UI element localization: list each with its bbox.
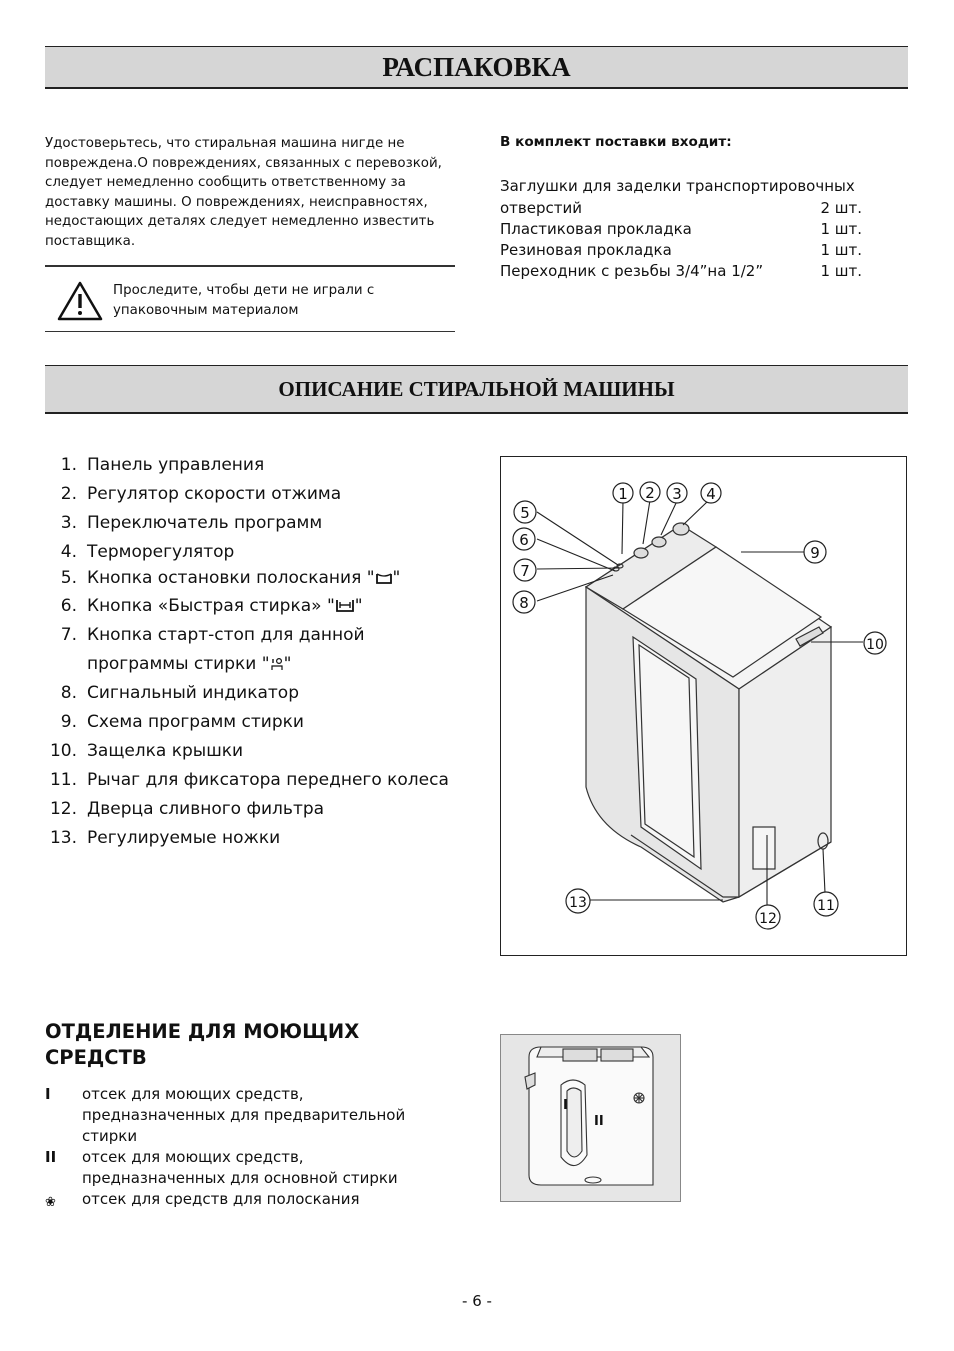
callout-12: 12 xyxy=(759,911,777,927)
washing-machine-illustration xyxy=(501,457,906,955)
list-item xyxy=(45,712,304,732)
list-item xyxy=(45,770,449,790)
item-number: 11. xyxy=(49,770,77,790)
intro-line: недостающих деталях следует немедленно известить xyxy=(45,214,435,229)
section-title-unpacking: РАСПАКОВКА xyxy=(45,46,908,89)
list-item xyxy=(45,455,264,475)
kit-item-qty: 2 шт. xyxy=(820,199,862,217)
item-number: 8. xyxy=(60,683,77,703)
item-number: 10. xyxy=(49,741,77,761)
list-item xyxy=(45,625,365,645)
intro-line: повреждена.О повреждениях, связанных с перевозкой, xyxy=(45,155,442,171)
item-text: Сигнальный индикатор xyxy=(87,683,300,703)
warning-box xyxy=(45,265,455,332)
detergent-title-line: ОТДЕЛЕНИЕ ДЛЯ МОЮЩИХ xyxy=(45,1020,360,1043)
kit-item xyxy=(500,261,862,282)
kit-item-name: Пластиковая прокладка xyxy=(500,220,692,238)
kit-item xyxy=(500,219,862,240)
item-number: 6. xyxy=(60,596,77,616)
compartment-mark: II xyxy=(45,1148,57,1166)
item-text: программы стирки " xyxy=(87,654,270,674)
item-number: 12. xyxy=(49,799,77,819)
kit-title: В комплект поставки входит: xyxy=(500,134,732,150)
compartment-label-i: I xyxy=(563,1098,568,1113)
callout-1: 1 xyxy=(618,485,628,503)
intro-line: поставщика. xyxy=(45,233,136,249)
detergent-title-line: СРЕДСТВ xyxy=(45,1046,147,1069)
kit-intro: Заглушки для заделки транспортировочных xyxy=(500,177,855,195)
compartment-line: предназначенных для предварительной xyxy=(82,1106,406,1124)
item-number: 7. xyxy=(60,625,77,645)
kit-item-name: отверстий xyxy=(500,199,582,217)
callout-13: 13 xyxy=(569,895,587,911)
item-text: Защелка крышки xyxy=(87,741,244,761)
item-text-end: " xyxy=(283,654,292,674)
kit-item-name: Резиновая прокладка xyxy=(500,241,672,259)
item-text: Панель управления xyxy=(87,455,265,475)
list-item xyxy=(45,683,299,703)
callout-7: 7 xyxy=(520,562,530,580)
callout-9: 9 xyxy=(810,544,820,562)
compartment-mark: I xyxy=(45,1085,51,1103)
unpacking-intro xyxy=(45,134,454,251)
kit-item xyxy=(500,198,862,219)
intro-line: доставку машины. О повреждениях, неисправностях, xyxy=(45,194,428,210)
item-text: Терморегулятор xyxy=(87,542,235,562)
flower-icon: ❀ xyxy=(45,1195,56,1210)
intro-line: Удостоверьтесь, что стиральная машина нигде не xyxy=(45,136,405,151)
warning-line: упаковочным материалом xyxy=(113,303,299,318)
item-text: Дверца сливного фильтра xyxy=(87,799,325,819)
callout-6: 6 xyxy=(519,531,529,549)
washing-machine-diagram xyxy=(500,456,907,956)
list-item xyxy=(45,596,363,616)
list-item xyxy=(45,568,400,588)
list-item xyxy=(45,484,341,504)
callout-11: 11 xyxy=(817,898,835,914)
kit-item-qty: 1 шт. xyxy=(820,241,862,259)
item-text: Кнопка «Быстрая стирка» " xyxy=(87,596,335,616)
item-number: 13. xyxy=(49,828,77,848)
item-text: Кнопка остановки полоскания " xyxy=(87,568,375,588)
quick-wash-icon xyxy=(335,597,355,613)
item-text-end: " xyxy=(354,596,363,616)
item-text: Схема программ стирки xyxy=(87,712,304,732)
kit-item-qty: 1 шт. xyxy=(820,262,862,280)
list-item xyxy=(45,828,280,848)
callout-4: 4 xyxy=(706,485,716,503)
dispenser-illustration xyxy=(501,1035,680,1201)
item-number: 3. xyxy=(60,513,77,533)
warning-text xyxy=(113,281,433,321)
dispenser-diagram xyxy=(500,1034,681,1202)
section-title-description: ОПИСАНИЕ СТИРАЛЬНОЙ МАШИНЫ xyxy=(45,365,908,414)
warning-icon xyxy=(57,281,103,321)
callout-8: 8 xyxy=(519,594,529,612)
compartment-line: стирки xyxy=(82,1127,138,1145)
item-text: Переключатель программ xyxy=(87,513,323,533)
item-text: Регулируемые ножки xyxy=(87,828,281,848)
list-item xyxy=(45,513,322,533)
item-text: Рычаг для фиксатора переднего колеса xyxy=(87,770,449,790)
list-item xyxy=(45,799,324,819)
compartment-line: предназначенных для основной стирки xyxy=(82,1169,398,1187)
rinse-hold-icon xyxy=(375,571,393,585)
detergent-title xyxy=(45,1019,359,1071)
start-stop-icon xyxy=(270,656,284,672)
item-number: 5. xyxy=(60,568,77,588)
item-number: 2. xyxy=(60,484,77,504)
item-number: 4. xyxy=(60,542,77,562)
callout-3: 3 xyxy=(672,485,682,503)
kit-item-name: Переходник с резьбы 3/4”на 1/2” xyxy=(500,262,764,280)
item-text: Кнопка старт-стоп для данной xyxy=(87,625,365,645)
item-text: Регулятор скорости отжима xyxy=(87,484,342,504)
item-text-end: " xyxy=(392,568,401,588)
callout-2: 2 xyxy=(645,484,655,502)
compartment-line: отсек для средств для полоскания xyxy=(82,1190,360,1208)
item-number: 9. xyxy=(60,712,77,732)
kit-item xyxy=(500,240,862,261)
intro-line: следует немедленно сообщить ответственному за xyxy=(45,175,406,190)
warning-line: Проследите, чтобы дети не играли с xyxy=(113,283,375,298)
page-number: - 6 - xyxy=(462,1292,492,1310)
list-item xyxy=(45,741,243,761)
compartment-line: отсек для моющих средств, xyxy=(82,1148,304,1166)
item-number: 1. xyxy=(60,455,77,475)
callout-5: 5 xyxy=(520,504,530,522)
compartment-line: отсек для моющих средств, xyxy=(82,1085,304,1103)
kit-item-qty: 1 шт. xyxy=(820,220,862,238)
list-item xyxy=(45,542,234,562)
compartment-label-ii: II xyxy=(594,1114,604,1129)
callout-10: 10 xyxy=(866,637,884,653)
